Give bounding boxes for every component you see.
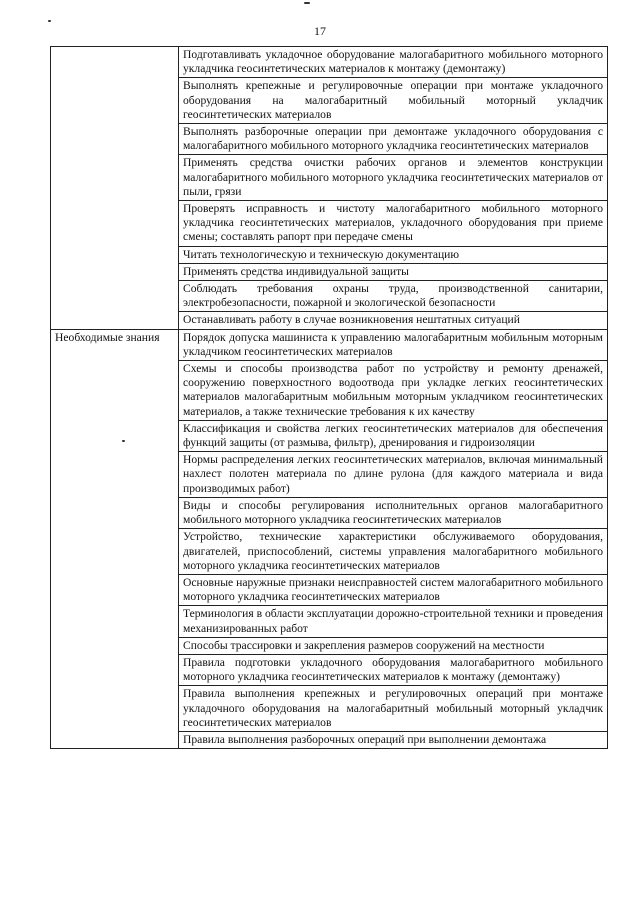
knowledge-label: Необходимые знания: [55, 330, 160, 344]
skill-item: Применять средства очистки рабочих органов и элементов конструкции малогабаритного мобильного моторного укладчика геосинтетических материалов от пыли, грязи: [179, 155, 608, 201]
skill-item: Выполнять разборочные операции при демонтаже укладочного оборудования с малогабаритного мобильного моторного укладчика геосинтетических материалов: [179, 124, 608, 155]
table-row: [51, 329, 608, 360]
knowledge-item: Нормы распределения легких геосинтетических материалов, включая минимальный нахлест полотен материала по длине рулона (для каждого материала и вида производимых работ): [179, 452, 608, 498]
knowledge-item: Правила выполнения крепежных и регулировочных операций при монтаже укладочного оборудования на малогабаритный мобильный моторный укладчик геосинтетических материалов: [179, 686, 608, 732]
knowledge-label-cell: [51, 329, 179, 748]
knowledge-item: Правила выполнения разборочных операций при выполнении демонтажа: [179, 731, 608, 748]
knowledge-item: Схемы и способы производства работ по устройству и ремонту дренажей, сооружению поверхностного водоотвода при укладке легких геосинтетических материалов малогабаритным мобильным моторным укладчиком геосинтетических материалов, а также технические требования к их качеству: [179, 361, 608, 421]
skill-item: Останавливать работу в случае возникновения нештатных ситуаций: [179, 312, 608, 329]
scan-speck: [122, 440, 125, 442]
knowledge-item: Способы трассировки и закрепления размеров сооружений на местности: [179, 637, 608, 654]
skill-item: Применять средства индивидуальной защиты: [179, 263, 608, 280]
table-row: [51, 47, 608, 78]
skill-item: Соблюдать требования охраны труда, производственной санитарии, электробезопасности, пожарной и экологической безопасности: [179, 281, 608, 312]
skill-item: Читать технологическую и техническую документацию: [179, 246, 608, 263]
knowledge-item: Устройство, технические характеристики обслуживаемого оборудования, двигателей, приспособлений, системы управления малогабаритного мобильного моторного укладчика геосинтетических материалов: [179, 529, 608, 575]
skill-item: Подготавливать укладочное оборудование малогабаритного мобильного моторного укладчика геосинтетических материалов к монтажу (демонтажу): [179, 47, 608, 78]
knowledge-item: Терминология в области эксплуатации дорожно-строительной техники и проведения механизированных работ: [179, 606, 608, 637]
knowledge-item: Классификация и свойства легких геосинтетических материалов для обеспечения функций защиты (от размыва, фильтр), дренирования и гидроизоляции: [179, 420, 608, 451]
skill-item: Проверять исправность и чистоту малогабаритного мобильного моторного укладчика геосинтетических материалов, укладочного оборудования при приеме смены; составлять рапорт при передаче смены: [179, 201, 608, 247]
knowledge-item: Правила подготовки укладочного оборудования малогабаритного мобильного моторного укладчика геосинтетических материалов к монтажу (демонтажу): [179, 654, 608, 685]
knowledge-item: Порядок допуска машиниста к управлению малогабаритным мобильным моторным укладчиком геосинтетических материалов: [179, 329, 608, 360]
scan-speck: [304, 2, 310, 4]
page-number: 17: [314, 24, 326, 38]
knowledge-item: Основные наружные признаки неисправностей систем малогабаритного мобильного моторного укладчика геосинтетических материалов: [179, 574, 608, 605]
scan-speck: [48, 20, 51, 22]
knowledge-item: Виды и способы регулирования исполнительных органов малогабаритного мобильного моторного укладчика геосинтетических материалов: [179, 497, 608, 528]
skills-label-cell: [51, 47, 179, 330]
skill-item: Выполнять крепежные и регулировочные операции при монтаже укладочного оборудования на малогабаритный мобильный моторный укладчик геосинтетических материалов: [179, 78, 608, 124]
competency-table: [50, 46, 608, 749]
